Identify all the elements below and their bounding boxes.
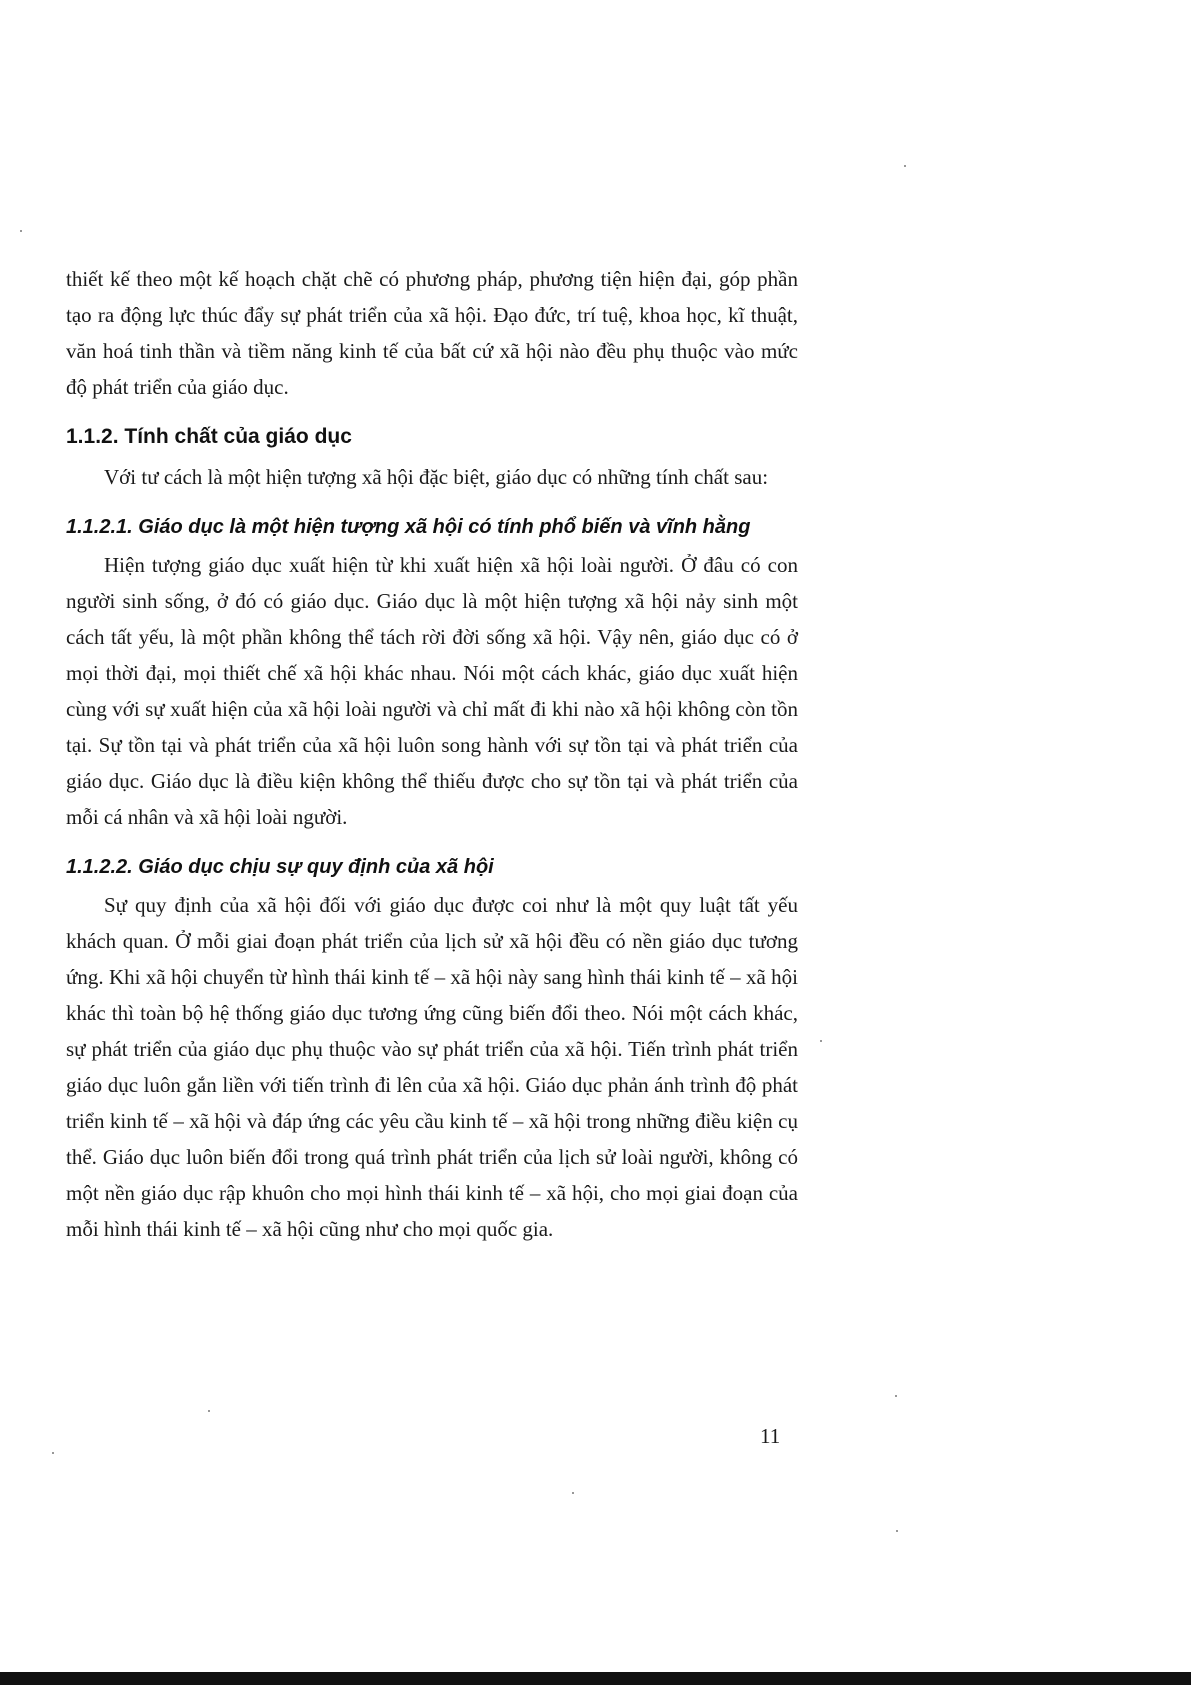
scan-speck: [820, 1040, 822, 1042]
subsection-heading-2: 1.1.2.2. Giáo dục chịu sự quy định của xã hội: [66, 856, 494, 878]
subsection-body-2: Sự quy định của xã hội đối với giáo dục được coi như là một quy luật tất yếu khách quan. Ở mỗi giai đoạn phát triển của lịch sử xã hội đều có nền giáo dục tương ứng. Khi xã hội chuyển từ hình thái kinh tế – xã hội này sang hình thái kinh tế – xã hội khác thì toàn bộ hệ thống giáo dục tương ứng cũng biến đổi theo. Nói một cách khác, sự phát triển của giáo dục phụ thuộc vào sự phát triển của xã hội. Tiến trình phát triển giáo dục luôn gắn liền với tiến trình đi lên của xã hội. Giáo dục phản ánh trình độ phát triển kinh tế – xã hội và đáp ứng các yêu cầu kinh tế – xã hội trong những điều kiện cụ thể. Giáo dục luôn biến đổi trong quá trình phát triển của lịch sử loài người, không có một nền giáo dục rập khuôn cho mọi hình thái kinh tế – xã hội, cho mọi giai đoạn của mỗi hình thái kinh tế – xã hội cũng như cho mọi quốc gia.: [66, 893, 798, 1241]
section-intro-paragraph: Với tư cách là một hiện tượng xã hội đặc biệt, giáo dục có những tính chất sau:: [104, 465, 769, 489]
scan-bottom-edge: [0, 1672, 1191, 1685]
scan-speck: [20, 230, 22, 232]
scan-speck: [896, 1530, 898, 1532]
scan-speck: [52, 1452, 54, 1454]
scan-speck: [895, 1395, 897, 1397]
subsection-body-1: Hiện tượng giáo dục xuất hiện từ khi xuất hiện xã hội loài người. Ở đâu có con người sinh sống, ở đó có giáo dục. Giáo dục là một hiện tượng xã hội nảy sinh một cách tất yếu, là một phần không thể tách rời đời sống xã hội. Vậy nên, giáo dục có ở mọi thời đại, mọi thiết chế xã hội khác nhau. Nói một cách khác, giáo dục xuất hiện cùng với sự xuất hiện của xã hội loài người và chỉ mất đi khi nào xã hội không còn tồn tại. Sự tồn tại và phát triển của xã hội luôn song hành với sự tồn tại và phát triển của giáo dục. Giáo dục là điều kiện không thể thiếu được cho sự tồn tại và phát triển của mỗi cá nhân và xã hội loài người.: [66, 553, 798, 829]
page-body: [66, 261, 798, 1247]
page-number: 11: [760, 1424, 781, 1448]
section-heading: 1.1.2. Tính chất của giáo dục: [66, 425, 352, 448]
scan-speck: [572, 1492, 574, 1494]
scan-speck: [904, 165, 906, 167]
intro-paragraph: thiết kế theo một kế hoạch chặt chẽ có phương pháp, phương tiện hiện đại, góp phần tạo ra động lực thúc đẩy sự phát triển của xã hội. Đạo đức, trí tuệ, khoa học, kĩ thuật, văn hoá tinh thần và tiềm năng kinh tế của bất cứ xã hội nào đều phụ thuộc vào mức độ phát triển của giáo dục.: [66, 267, 798, 399]
scan-speck: [208, 1410, 210, 1412]
subsection-heading-1: 1.1.2.1. Giáo dục là một hiện tượng xã hội có tính phổ biến và vĩnh hằng: [66, 516, 751, 538]
